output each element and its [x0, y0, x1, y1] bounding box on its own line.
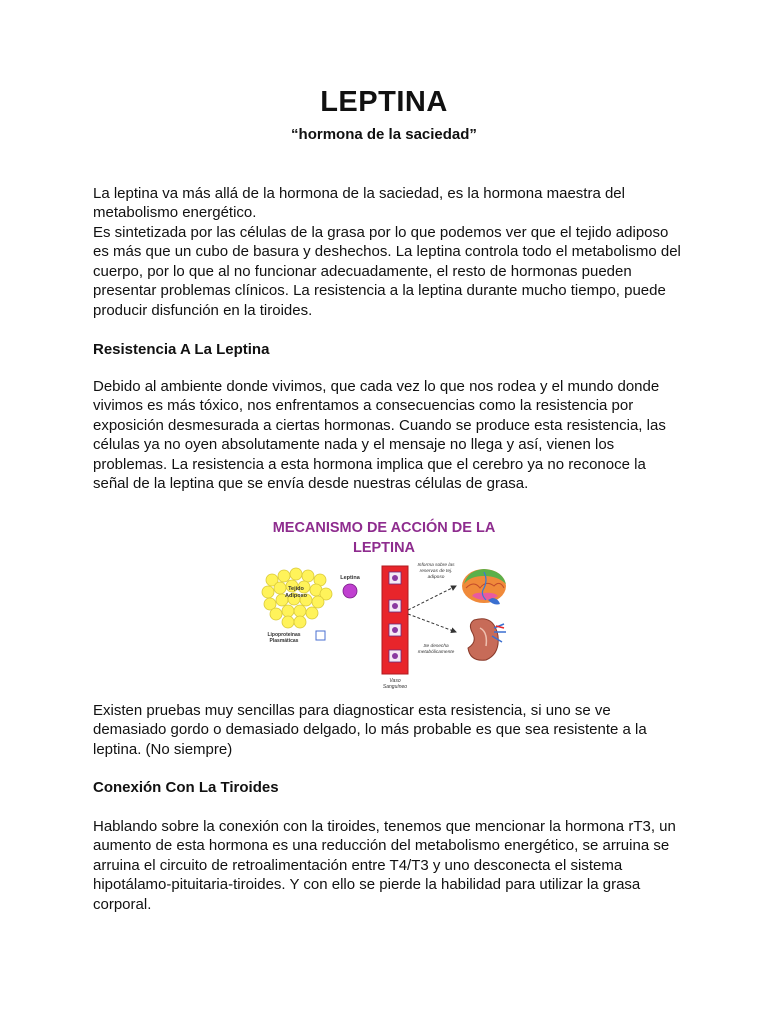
figure-title-line1: MECANISMO DE ACCIÓN DE LA [272, 520, 496, 536]
leptin-mechanism-diagram [258, 514, 510, 692]
page-title: LEPTINA [320, 86, 448, 118]
arrow-to-kidney [408, 614, 456, 632]
leptin-molecule [343, 584, 357, 598]
label-lipo-1: Lipoproteinas [267, 632, 301, 638]
label-leptina: Leptina [340, 575, 360, 581]
resistencia-paragraph: Debido al ambiente donde vivimos, que cada vez lo que nos rodea y el mundo donde vivimos es más tóxico, nos enfrentamos a consecuencias como la resistencia por exposición desmesurada a ciertas hormonas. Cuando se produce esta resistencia, las células ya no oyen absolutamente nada y el mensaje no llega y así, vienen los problemas. La resistencia a esta hormona implica que el cerebro ya no reconoce la señal de la leptina que se envía desde nuestras células de grasa. [93, 378, 666, 493]
arrow-to-brain [408, 586, 456, 610]
label-informe-3: adiposo [427, 575, 445, 580]
leptin-mechanism-figure [258, 514, 510, 692]
brain-icon [462, 569, 506, 605]
section-heading-tiroides: Conexión Con La Tiroides [93, 779, 279, 796]
label-desecha-2: metabólicamente [417, 650, 455, 655]
diagnostico-paragraph: Existen pruebas muy sencillas para diagnosticar esta resistencia, si uno se ve demasiado gordo o demasiado delgado, lo más probable es que sea resistente a la leptina. (No siempre) [93, 702, 647, 758]
label-desecha-1: Se desecha [423, 644, 449, 649]
label-informe-1: Informa sobre las [417, 563, 455, 568]
label-lipo-2: Plasmáticas [269, 638, 299, 644]
section-heading-resistencia: Resistencia A La Leptina [93, 341, 270, 358]
kidney-icon [468, 619, 506, 661]
label-vaso-1: Vaso [389, 678, 401, 684]
page-subtitle: “hormona de la saciedad” [291, 126, 477, 143]
intro-paragraph-1: La leptina va más allá de la hormona de la saciedad, es la hormona maestra del metabolismo energético. [93, 185, 625, 222]
tiroides-paragraph: Hablando sobre la conexión con la tiroides, tenemos que mencionar la hormona rT3, un aumento de esta hormona es una reducción del metabolismo energético, se arruina se arruina el circuito de retroalimentación entre T4/T3 y uno desconecta el sistema hipotálamo-pituitaria-tiroides. Y con ello se pierde la habilidad para utilizar la grasa corporal. [93, 818, 676, 913]
lipoprotein-square [316, 631, 325, 640]
intro-paragraph-2: Es sintetizada por las células de la grasa por lo que podemos ver que el tejido adiposo es más que un cubo de basura y deshechos. La leptina controla todo el metabolismo del cuerpo, por lo que al no funcionar adecuadamente, el resto de hormonas pueden presentar problemas clínicos. La resistencia a la leptina durante mucho tiempo, puede producir disfunción en la tiroides. [93, 224, 681, 319]
label-tejido-2: Adiposo [285, 593, 307, 599]
label-informe-2: reservas de tej. [419, 569, 453, 574]
figure-title-line2: LEPTINA [352, 540, 416, 556]
label-vaso-2: Sanguíneo [382, 684, 408, 690]
label-tejido-1: Tejido [288, 586, 304, 592]
